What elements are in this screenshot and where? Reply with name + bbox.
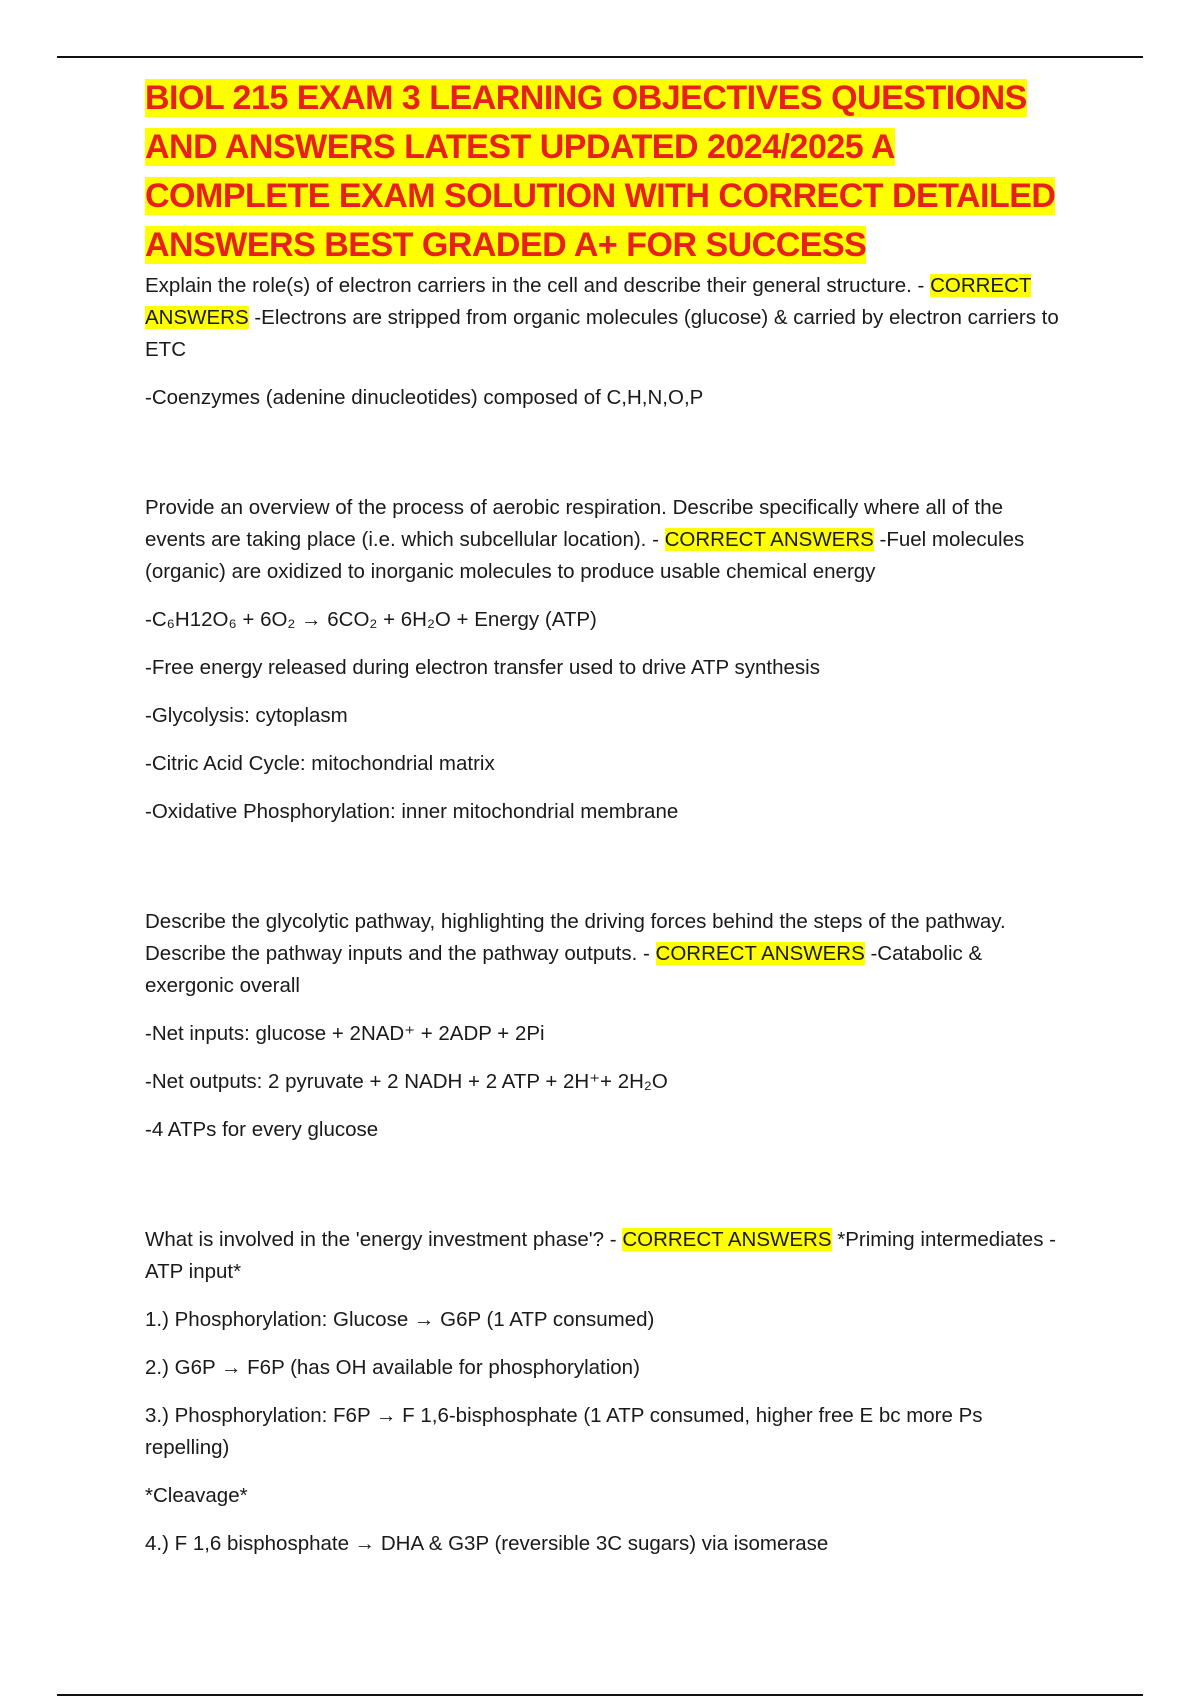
question-text: What is involved in the 'energy investment phase'? - <box>145 1228 617 1251</box>
answer-line: 1.) Phosphorylation: Glucose → G6P (1 ATP consumed) <box>145 1308 655 1331</box>
question-text: Describe the glycolytic pathway, highlighting the driving forces behind the steps of the pathway. Describe the pathway inputs and the pathway outputs. - <box>145 910 1006 965</box>
qa-question <box>145 492 1065 588</box>
answer-line: -Citric Acid Cycle: mitochondrial matrix <box>145 752 495 775</box>
answer-line: 3.) Phosphorylation: F6P → F 1,6-bisphosphate (1 ATP consumed, higher free E bc more Ps repelling) <box>145 1404 983 1459</box>
title-line: AND ANSWERS LATEST UPDATED 2024/2025 A <box>145 128 895 166</box>
answer-line: 4.) F 1,6 bisphosphate → DHA & G3P (reversible 3C sugars) via isomerase <box>145 1532 829 1555</box>
answer-lead: -Electrons are stripped from organic molecules (glucose) & carried by electron carriers to ETC <box>145 306 1059 361</box>
answer-line: -C₆H12O₆ + 6O₂ → 6CO₂ + 6H₂O + Energy (ATP) <box>145 608 597 631</box>
answer-lead: -Catabolic & exergonic overall <box>145 942 983 997</box>
correct-answers-tag: CORRECT ANSWERS <box>664 528 874 551</box>
answer-line: 2.) G6P → F6P (has OH available for phosphorylation) <box>145 1356 640 1379</box>
correct-answers-tag: CORRECT ANSWERS <box>655 942 865 965</box>
answer-line: -Net inputs: glucose + 2NAD⁺ + 2ADP + 2Pi <box>145 1022 545 1045</box>
qa-question <box>145 270 1065 366</box>
section-gap <box>145 1162 1065 1224</box>
answer-line: -Coenzymes (adenine dinucleotides) composed of C,H,N,O,P <box>145 386 704 409</box>
answer-line: -Free energy released during electron transfer used to drive ATP synthesis <box>145 656 820 679</box>
title-line: ANSWERS BEST GRADED A+ FOR SUCCESS <box>145 226 867 264</box>
document-body <box>145 74 1065 1576</box>
qa-list <box>145 270 1065 1560</box>
document-title <box>145 74 1065 270</box>
answer-line: -Oxidative Phosphorylation: inner mitochondrial membrane <box>145 800 679 823</box>
qa-question <box>145 1224 1065 1288</box>
answer-line: -4 ATPs for every glucose <box>145 1118 379 1141</box>
qa-question <box>145 906 1065 1002</box>
bottom-rule <box>57 1694 1143 1696</box>
answer-line: -Net outputs: 2 pyruvate + 2 NADH + 2 ATP + 2H⁺+ 2H₂O <box>145 1070 668 1093</box>
correct-answers-tag: CORRECT ANSWERS <box>145 274 1032 329</box>
answer-line: *Cleavage* <box>145 1484 248 1507</box>
section-gap <box>145 844 1065 906</box>
question-text: Provide an overview of the process of aerobic respiration. Describe specifically where all of the events are taking place (i.e. which subcellular location). - <box>145 496 1003 551</box>
question-text: Explain the role(s) of electron carriers in the cell and describe their general structure. - <box>145 274 925 297</box>
title-line: COMPLETE EXAM SOLUTION WITH CORRECT DETAILED <box>145 177 1056 215</box>
correct-answers-tag: CORRECT ANSWERS <box>622 1228 832 1251</box>
title-line: BIOL 215 EXAM 3 LEARNING OBJECTIVES QUESTIONS <box>145 79 1027 117</box>
answer-lead: -Fuel molecules (organic) are oxidized to inorganic molecules to produce usable chemical energy <box>145 528 1025 583</box>
answer-line: -Glycolysis: cytoplasm <box>145 704 348 727</box>
top-rule <box>57 56 1143 58</box>
answer-lead: *Priming intermediates - ATP input* <box>145 1228 1056 1283</box>
section-gap <box>145 430 1065 492</box>
